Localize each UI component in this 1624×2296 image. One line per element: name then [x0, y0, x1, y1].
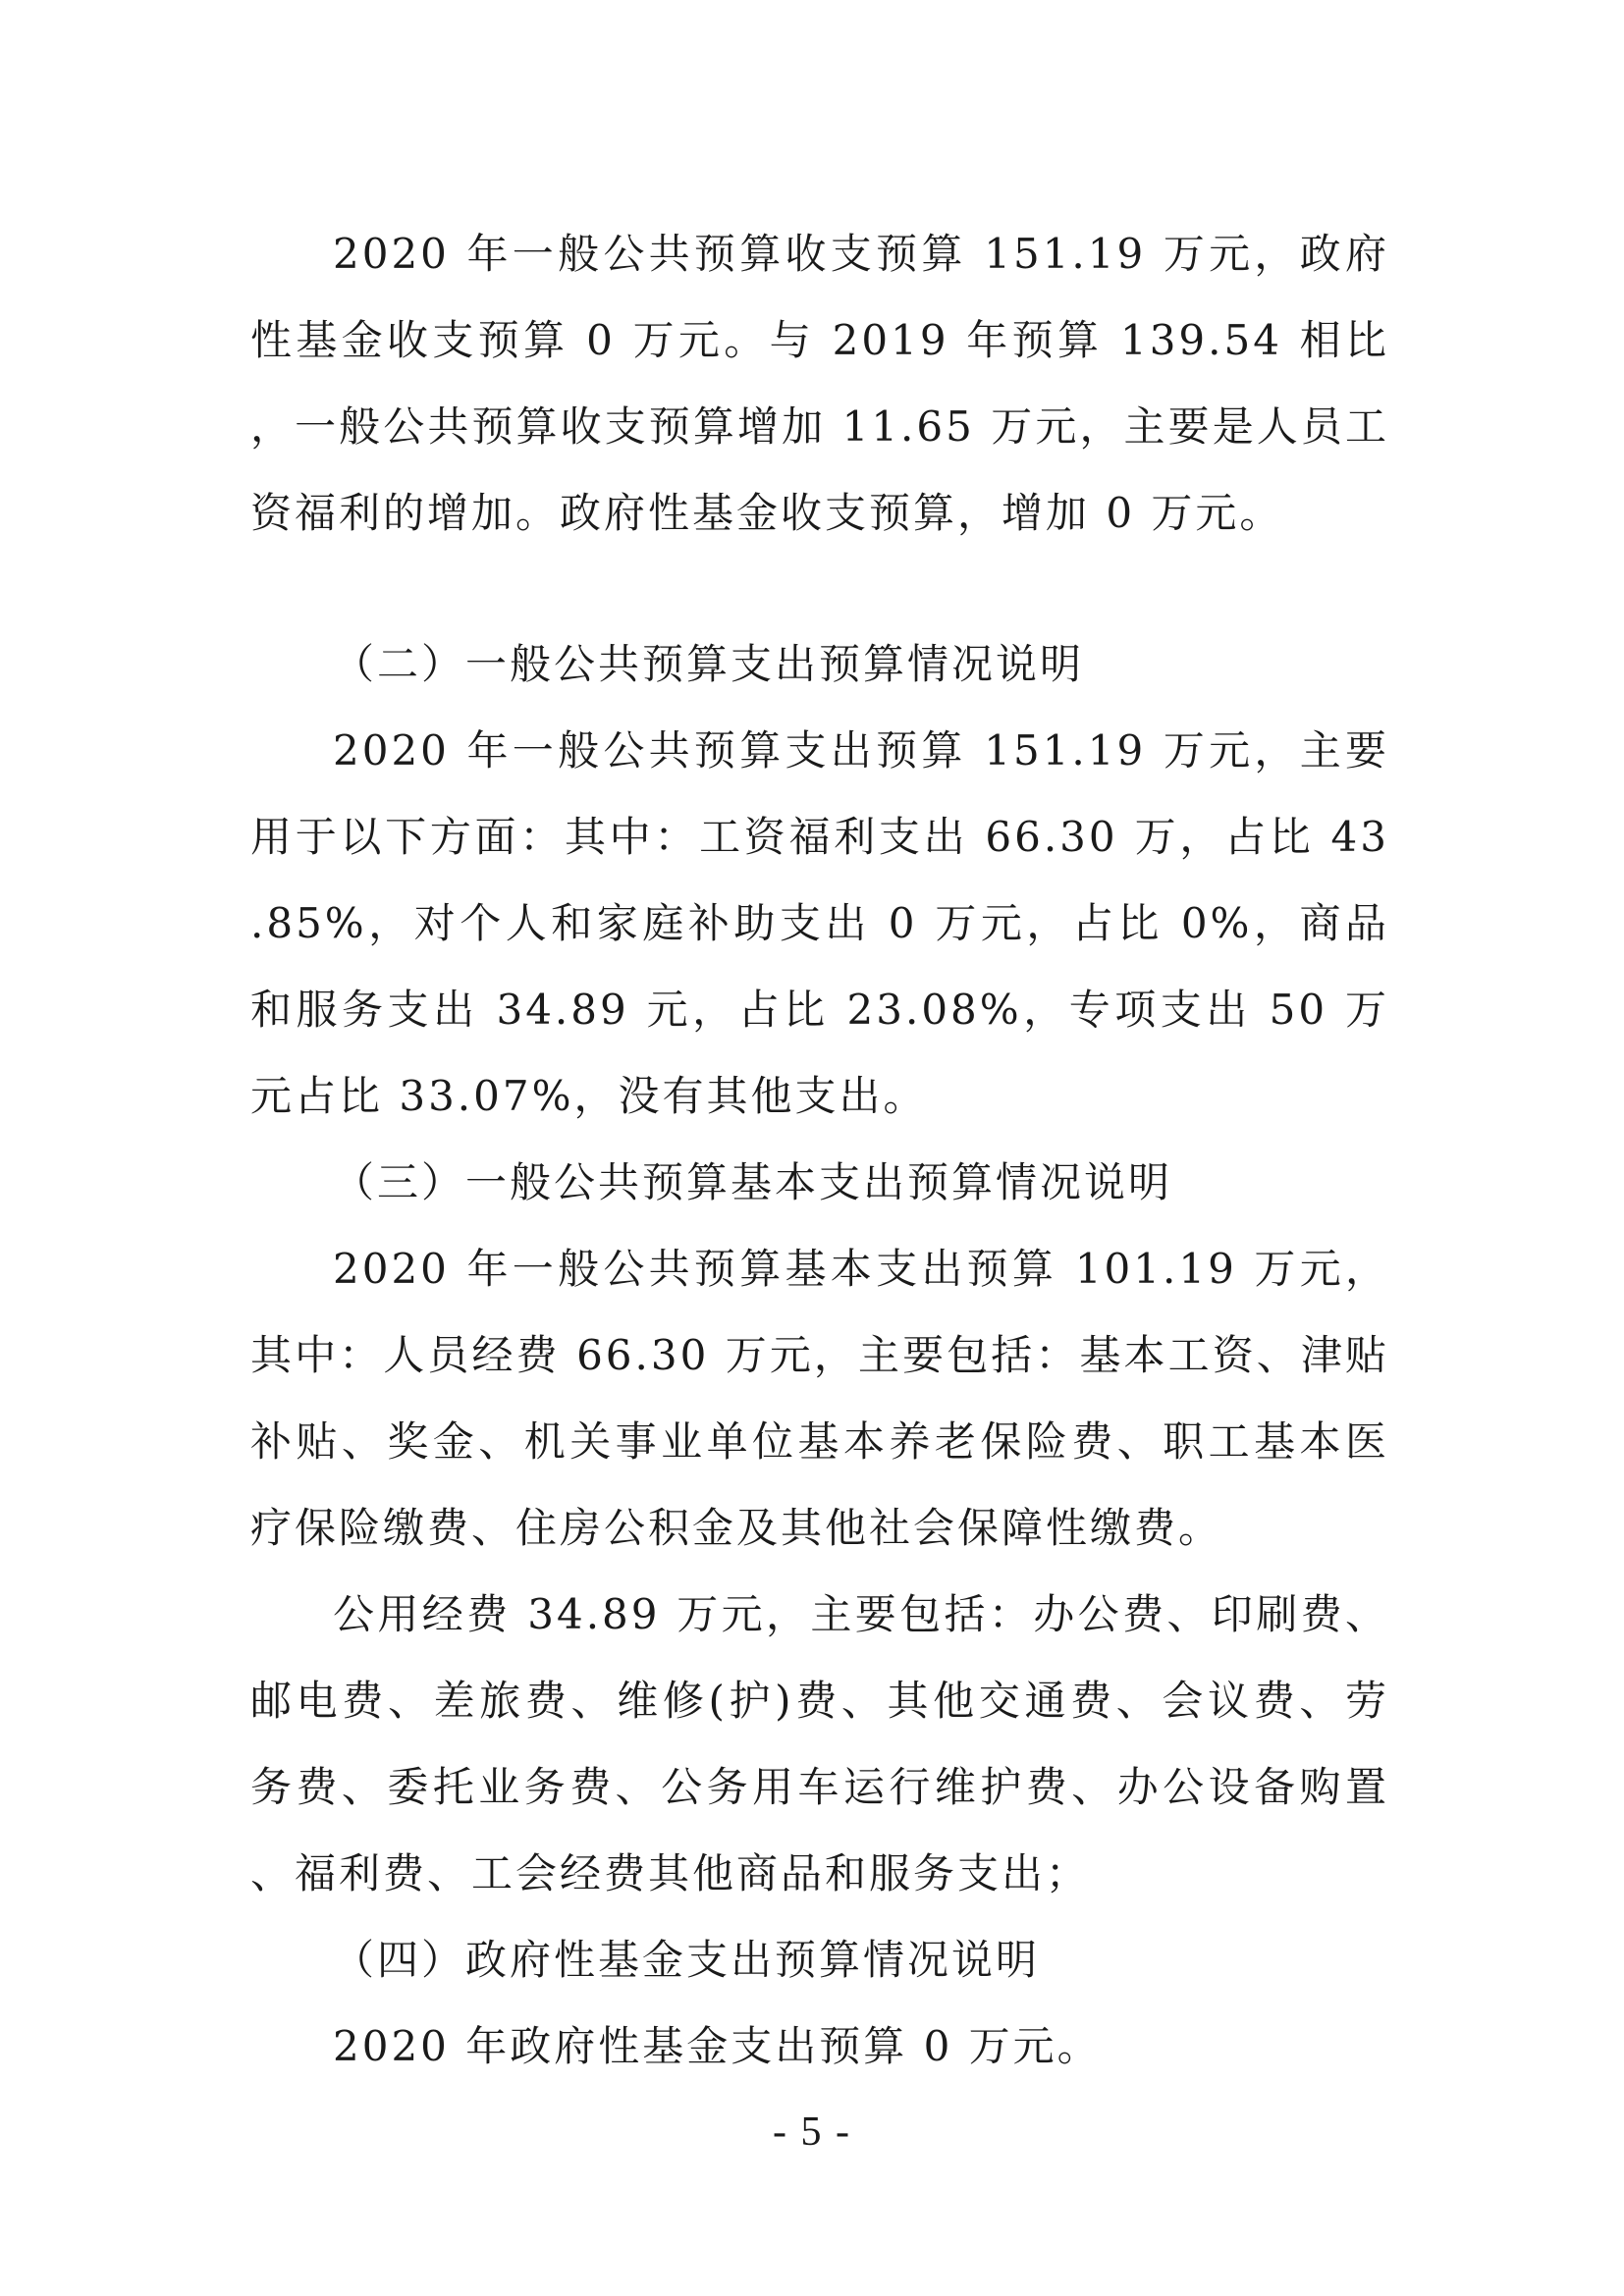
section-spacer — [250, 557, 1389, 621]
paragraph-public-funds: 公用经费 34.89 万元，主要包括：办公费、印刷费、邮电费、差旅费、维修(护)费、其他交通费、会议费、劳务费、委托业务费、公务用车运行维护费、办公设备购置、福利费、工会经费其他商品和服务支出； — [250, 1590, 1389, 1897]
paragraph-expenditure-budget: 2020 年一般公共预算支出预算 151.19 万元，主要用于以下方面：其中：工资福利支出 66.30 万，占比 43.85%，对个人和家庭补助支出 0 万元，占比 0%，商品和服务支出 34.89 元，占比 23.08%，专项支出 50 万元占比 33.07%，没有其他支出。 — [250, 726, 1389, 1120]
document-body — [250, 211, 1389, 2090]
heading-section-2: （二）一般公共预算支出预算情况说明 — [333, 640, 1085, 688]
paragraph-basic-expenditure: 2020 年一般公共预算基本支出预算 101.19 万元，其中：人员经费 66.30 万元，主要包括：基本工资、津贴补贴、奖金、机关事业单位基本养老保险费、职工基本医疗保险缴费、住房公积金及其他社会保障性缴费。 — [250, 1245, 1389, 1552]
page-number: - 5 - — [773, 2109, 851, 2155]
heading-section-3: （三）一般公共预算基本支出预算情况说明 — [333, 1158, 1173, 1206]
paragraph-government-funds: 2020 年政府性基金支出预算 0 万元。 — [333, 2022, 1102, 2070]
paragraph-budget-overview: 2020 年一般公共预算收支预算 151.19 万元，政府性基金收支预算 0 万元。与 2019 年预算 139.54 相比，一般公共预算收支预算增加 11.65 万元，主要是人员工资福利的增加。政府性基金收支预算，增加 0 万元。 — [250, 230, 1389, 537]
heading-section-4: （四）政府性基金支出预算情况说明 — [333, 1936, 1041, 1984]
